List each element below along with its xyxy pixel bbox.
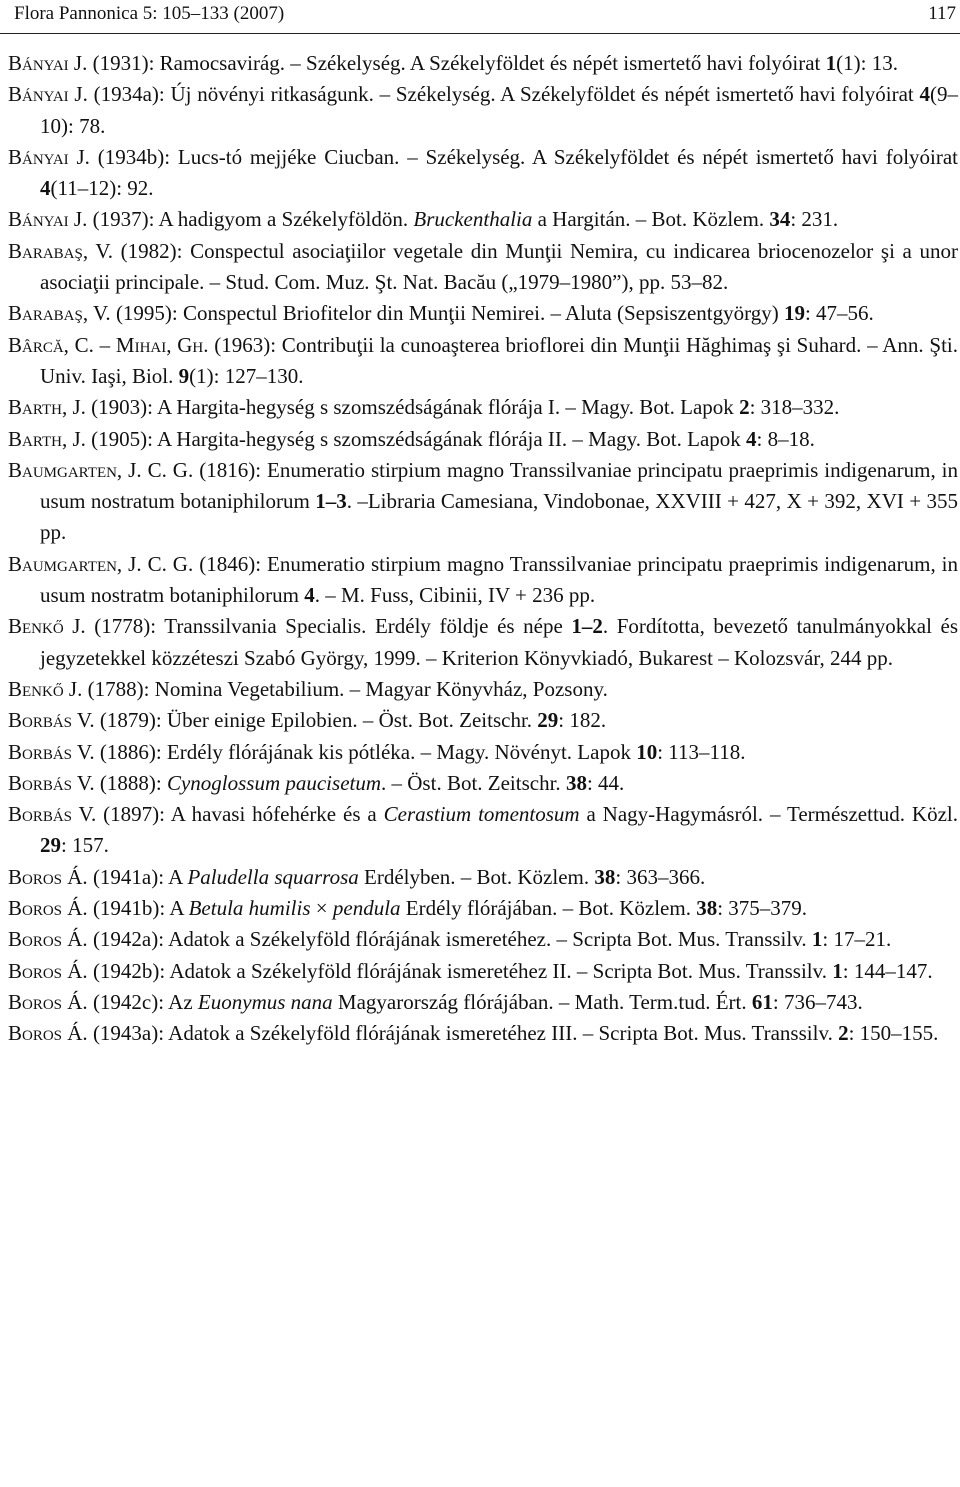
reference-text: (1942c): Az [87, 989, 198, 1014]
reference-author: Barth, J. [8, 426, 86, 451]
reference-list [8, 48, 958, 1050]
reference-text: : 44. [586, 770, 625, 795]
reference-author: Bányai J. [8, 207, 88, 232]
reference-author: Bányai J. [8, 51, 88, 75]
reference-taxon-italic: Paludella squarrosa [187, 864, 359, 889]
reference-author: Boros Á. [8, 1021, 88, 1046]
reference-author: Bányai J. [8, 144, 90, 169]
reference-entry [8, 893, 958, 924]
reference-text: . – M. Fuss, Cibinii, IV + 236 pp. [314, 583, 596, 608]
reference-author: Borbás V. [8, 770, 95, 795]
reference-entry [8, 674, 958, 705]
reference-text: : 157. [61, 833, 109, 858]
reference-entry [8, 392, 958, 423]
reference-volume-bold: 19 [783, 301, 805, 326]
reference-text: (11–12): 92. [50, 176, 154, 201]
reference-text: a Nagy-Hagymásról. – Természettud. Közl. [579, 802, 959, 827]
reference-text: (1937): A hadigyom a Székelyföldön. [87, 207, 414, 232]
reference-volume-bold: 4 [304, 583, 315, 608]
reference-author: Borbás V. [8, 802, 97, 827]
reference-text: a Hargitán. – Bot. Közlem. [532, 207, 770, 232]
reference-volume-bold: 4 [40, 176, 51, 201]
reference-text: (1897): A havasi hófehérke és a [96, 802, 384, 827]
reference-entry [8, 737, 958, 768]
reference-text: (1934b): Lucs-tó mejjéke Ciucban. – Székelység. A Székelyföldet és népét ismertető havi folyóirat [89, 144, 959, 169]
reference-entry [8, 987, 958, 1018]
reference-text: : 231. [790, 207, 839, 232]
reference-text: (1903): A Hargita-hegység s szomszédságának flórája I. – Magy. Bot. Lapok [85, 395, 740, 420]
reference-text: : 150–155. [848, 1021, 939, 1046]
reference-text: : 8–18. [756, 426, 815, 451]
reference-text: : 363–366. [615, 864, 706, 889]
reference-taxon-italic: Cynoglossum paucisetum [166, 770, 382, 795]
reference-text: (1778): Transsilvania Specialis. Erdély földje és népe [85, 614, 572, 639]
reference-text: Erdélyben. – Bot. Közlem. [358, 864, 595, 889]
reference-author: Baumgarten, J. C. G. [8, 457, 194, 482]
reference-text: (1995): Conspectul Briofitelor din Munţii Nemirei. – Aluta (Sepsiszentgyörgy) [110, 301, 784, 326]
reference-volume-bold: 38 [565, 770, 587, 795]
reference-volume-bold: 1 [825, 51, 837, 75]
reference-text: : 17–21. [822, 927, 892, 952]
reference-text: (1886): Erdély flórájának kis pótléka. – Magy. Növényt. Lapok [94, 739, 637, 764]
reference-volume-bold: 1 [811, 927, 823, 952]
reference-entry [8, 236, 958, 299]
reference-volume-bold: 29 [40, 833, 61, 858]
reference-text: : 144–147. [842, 958, 933, 983]
reference-volume-bold: 2 [838, 1021, 849, 1046]
reference-taxon-italic: Bruckenthalia [413, 207, 533, 232]
reference-text: (1788): Nomina Vegetabilium. – Magyar Könyvház, Pozsony. [82, 676, 608, 701]
reference-entry [8, 705, 958, 736]
reference-entry [8, 330, 958, 393]
reference-volume-bold: 1–3 [315, 489, 347, 514]
reference-text: (1): 13. [836, 51, 898, 75]
reference-volume-bold: 4 [746, 426, 757, 451]
reference-entry [8, 768, 958, 799]
reference-author: Barth, J. [8, 395, 86, 420]
reference-volume-bold: 1 [832, 958, 843, 983]
reference-taxon-italic: Euonymus nana [197, 989, 333, 1014]
reference-volume-bold: 29 [537, 708, 559, 733]
reference-text: . – Öst. Bot. Zeitschr. [381, 770, 566, 795]
reference-author: Benkő J. [8, 614, 86, 639]
reference-text: (1941a): A [87, 864, 188, 889]
reference-entry [8, 424, 958, 455]
reference-text: (1816): Enumeratio stirpium magno Transsilvaniae principatu praeprimis indigenarum, in usum nostratum botaniphilorum [40, 457, 959, 514]
running-header [0, 0, 960, 34]
reference-volume-bold: 1–2 [571, 614, 603, 639]
reference-entry [8, 204, 958, 235]
reference-author: Benkő J. [8, 676, 83, 701]
reference-text: : 113–118. [657, 739, 746, 764]
reference-text: : 47–56. [804, 301, 874, 326]
reference-entry [8, 862, 958, 893]
reference-text: (1963): Contribuţii la cunoaşterea brioflorei din Munţii Hăghimaş şi Suhard. – Ann. Şti. Univ. Iaşi, Biol. [40, 332, 958, 388]
reference-author: Barabaş, V. [8, 238, 114, 263]
page-number: 117 [928, 3, 956, 24]
reference-author: Borbás V. [8, 708, 95, 733]
reference-entry [8, 611, 958, 674]
reference-text: : 182. [558, 708, 607, 733]
reference-author: Barabaş, V. [8, 301, 111, 326]
reference-volume-bold: 2 [739, 395, 750, 420]
reference-volume-bold: 4 [919, 82, 930, 107]
reference-text: (1846): Enumeratio stirpium magno Transsilvaniae principatu praeprimis indigenarum, in usum nostratm botaniphilorum [40, 551, 959, 608]
reference-entry [8, 48, 958, 79]
reference-entry [8, 455, 958, 549]
reference-author: Boros Á. [8, 927, 88, 952]
reference-entry [8, 1018, 958, 1049]
reference-text: . –Libraria Camesiana, Vindobonae, XXVIII + 427, X + 392, XVI + 355 pp. [40, 489, 958, 545]
reference-volume-bold: 38 [696, 896, 718, 921]
reference-taxon-italic: Betula humilis [188, 896, 311, 921]
reference-volume-bold: 9 [178, 363, 190, 388]
reference-author: Bányai J. [8, 82, 88, 107]
reference-taxon-italic: Cerastium tomentosum [383, 802, 580, 827]
reference-text: (1941b): A [87, 896, 189, 921]
reference-text: × [310, 896, 333, 921]
reference-text: (1942a): Adatok a Székelyföld flórájának ismeretéhez. – Scripta Bot. Mus. Transsilv. [87, 927, 812, 952]
reference-author: Boros Á. [8, 989, 88, 1014]
reference-entry [8, 799, 958, 862]
reference-volume-bold: 34 [769, 207, 791, 232]
reference-text: . Fordította, bevezető tanulmányokkal és jegyzetekkel közzéteszi Szabó György, 1999. – Kriterion Könyvkiadó, Bukarest – Kolozsvár, 244 pp. [40, 614, 959, 670]
reference-text: : 375–379. [717, 896, 808, 921]
reference-text: (1934a): Új növényi ritkaságunk. – Székelység. A Székelyföldet és népét ismertető havi folyóirat [87, 82, 920, 107]
journal-citation: Flora Pannonica 5: 105–133 (2007) [14, 3, 285, 24]
reference-text: (1905): A Hargita-hegység s szomszédságának flórája II. – Magy. Bot. Lapok [85, 426, 747, 451]
reference-volume-bold: 61 [751, 989, 773, 1014]
reference-text: (1888): [94, 770, 167, 795]
reference-author: Boros Á. [8, 864, 88, 889]
reference-volume-bold: 10 [636, 739, 658, 764]
reference-text: : 736–743. [772, 989, 863, 1014]
reference-text: (1943a): Adatok a Székelyföld flórájának ismeretéhez III. – Scripta Bot. Mus. Transsilv. [87, 1021, 839, 1046]
reference-volume-bold: 38 [594, 864, 616, 889]
reference-author: Baumgarten, J. C. G. [8, 551, 194, 576]
reference-author: Borbás V. [8, 739, 95, 764]
reference-text: (1931): Ramocsavirág. – Székelység. A Székelyföldet és népét ismertető havi folyóirat [87, 51, 826, 75]
reference-taxon-italic: pendula [332, 896, 401, 921]
reference-entry [8, 956, 958, 987]
reference-text: (1): 127–130. [189, 363, 304, 388]
reference-text: (9–10): 78. [40, 82, 958, 138]
reference-text: Erdély flórájában. – Bot. Közlem. [400, 896, 697, 921]
reference-entry [8, 142, 958, 205]
reference-text: (1982): Conspectul asociaţiilor vegetale din Munţii Nemira, cu indicarea briocenozelor şi a unor asociaţii principale. – Stud. Com. Muz. Şt. Nat. Bacău („1979–1980”), pp. 53–82. [40, 238, 958, 295]
reference-entry [8, 298, 958, 329]
reference-text: (1942b): Adatok a Székelyföld flórájának ismeretéhez II. – Scripta Bot. Mus. Transsilv. [87, 958, 833, 983]
reference-entry [8, 549, 958, 612]
reference-text: Magyarország flórájában. – Math. Term.tud. Ért. [332, 989, 752, 1014]
reference-text: : 318–332. [749, 395, 840, 420]
reference-text: (1879): Über einige Epilobien. – Öst. Bot. Zeitschr. [94, 708, 538, 733]
reference-author: Boros Á. [8, 958, 88, 983]
reference-entry [8, 924, 958, 955]
reference-entry [8, 79, 958, 142]
reference-author: Bârcă, C. – Mihai, Gh. [8, 332, 209, 357]
reference-author: Boros Á. [8, 896, 88, 921]
